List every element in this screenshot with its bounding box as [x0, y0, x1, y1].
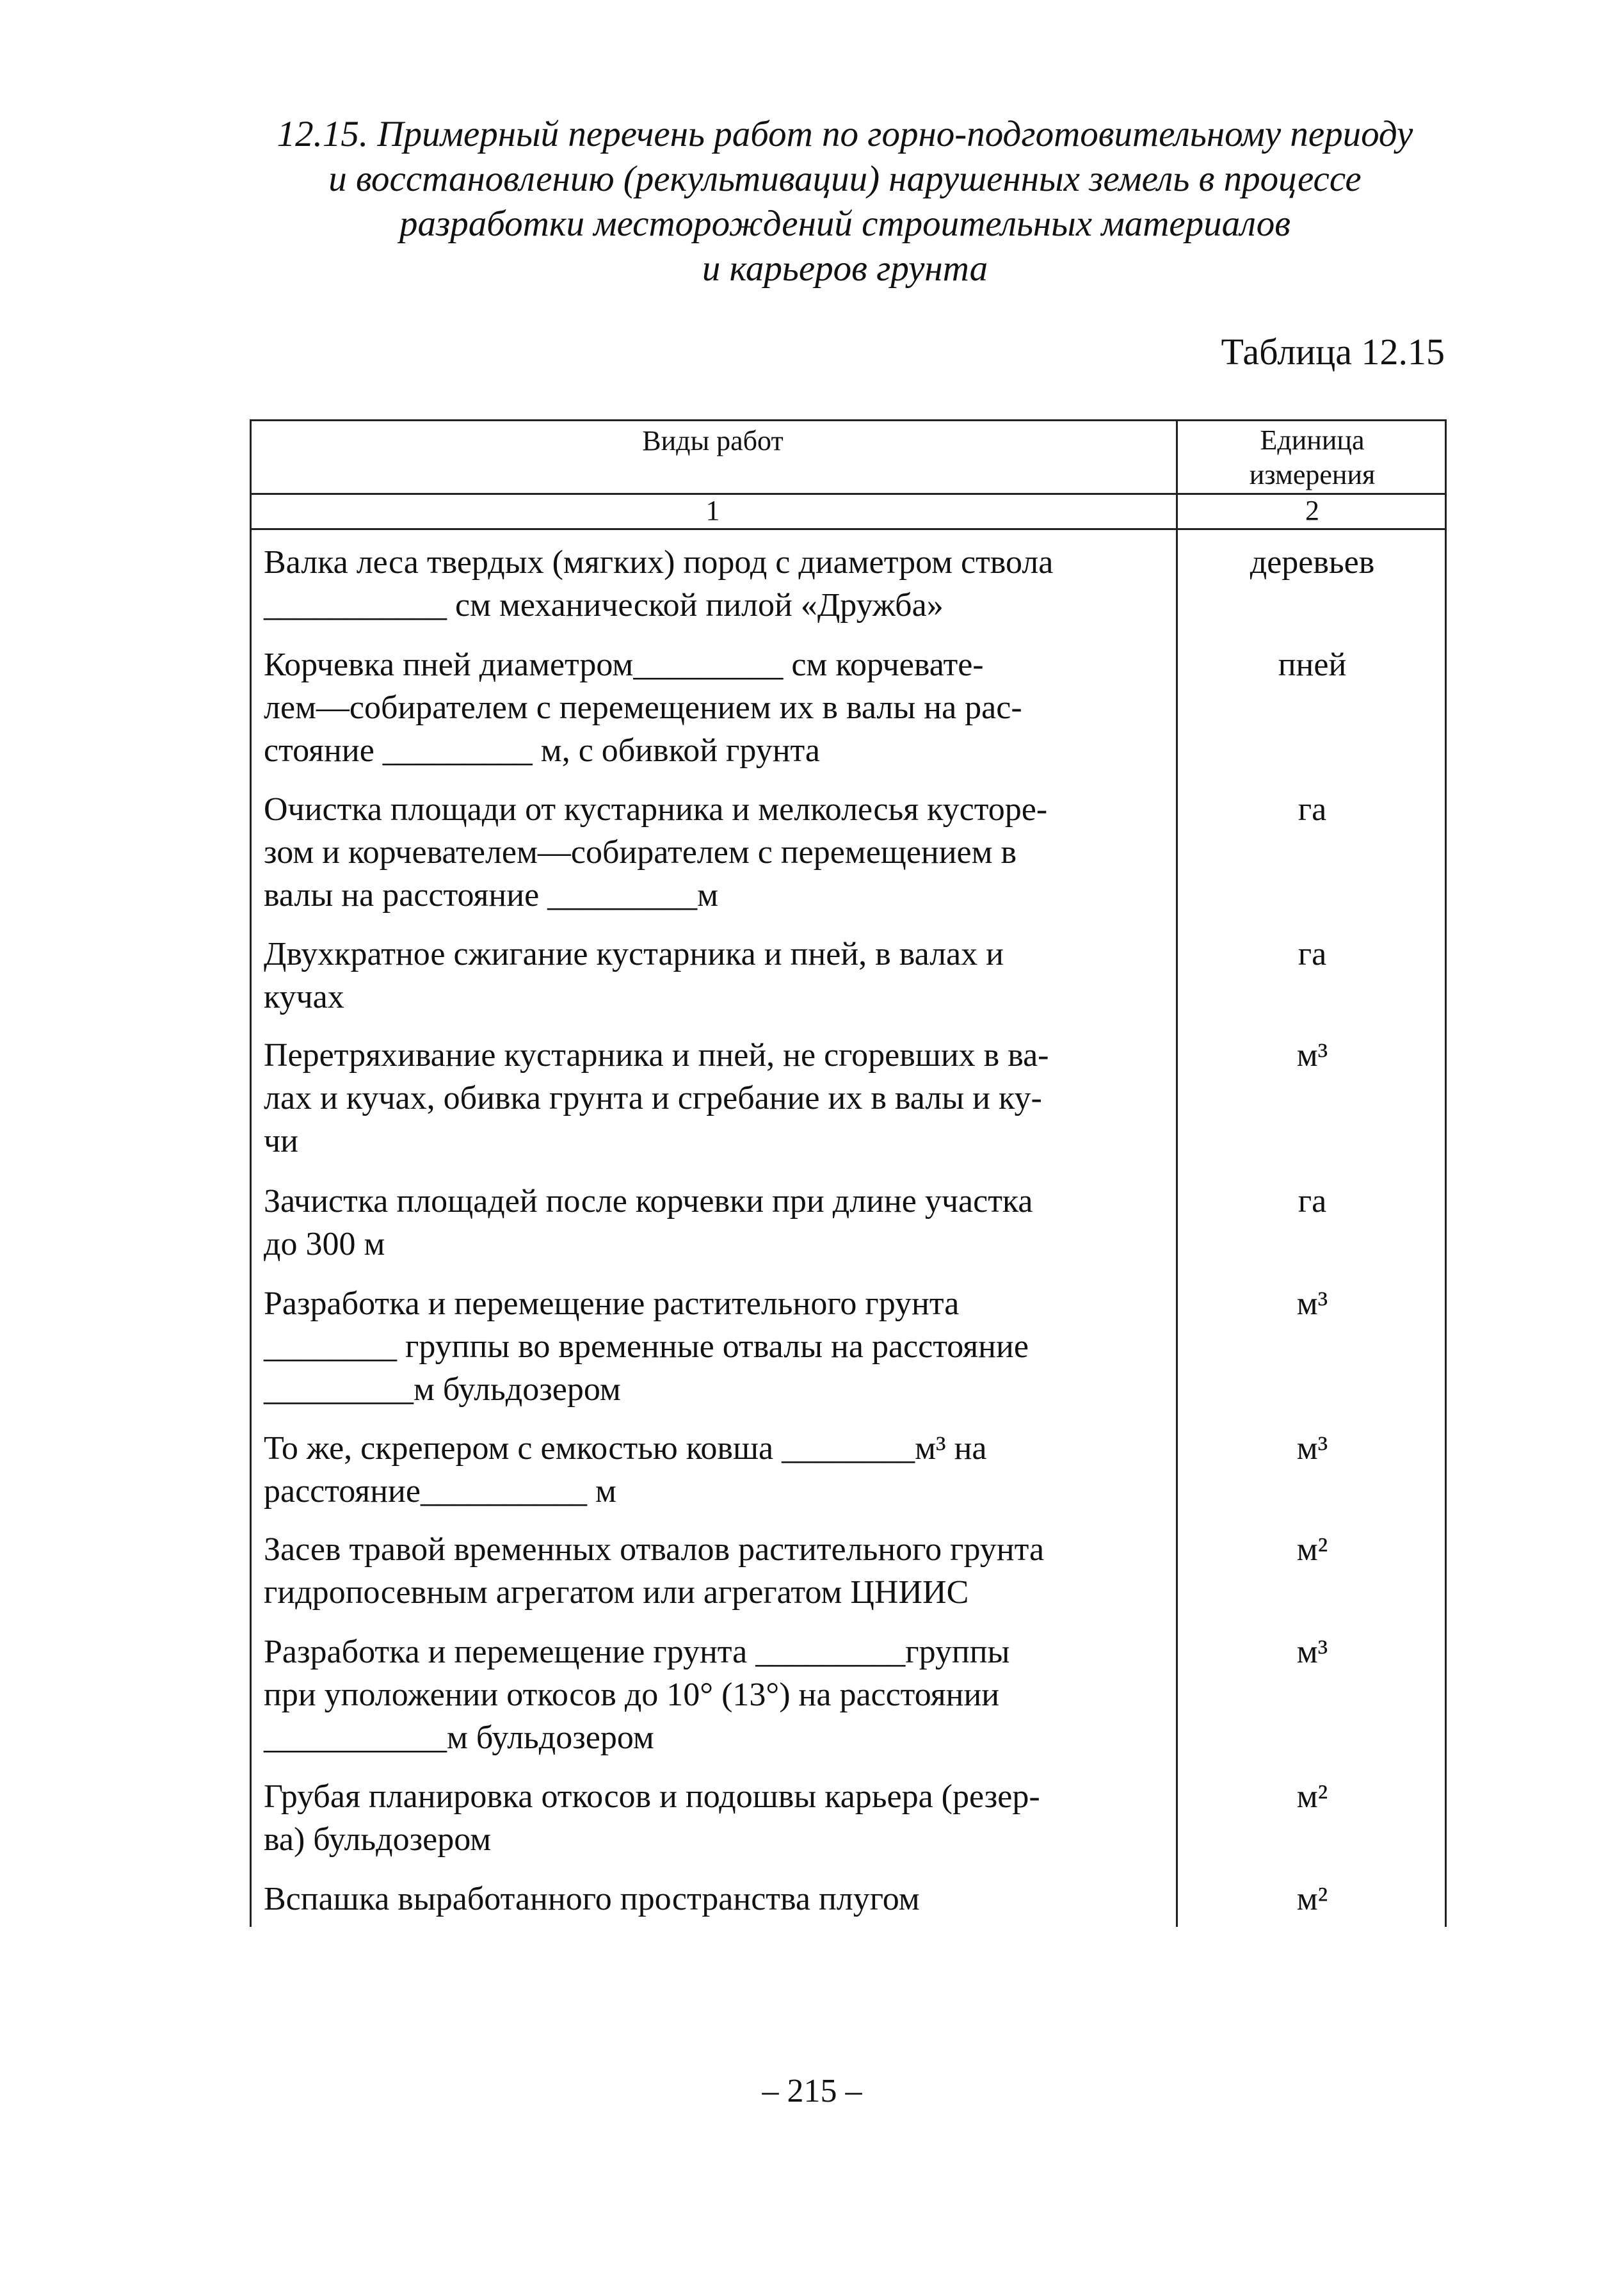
works-table [250, 419, 1447, 1927]
unit-of-measure: м³ [1296, 1634, 1328, 1670]
work-description: Засев травой временных отвалов растительного грунта гидропосевным агрегатом или агрегатом ЦНИИС [264, 1531, 1045, 1611]
unit-of-measure: га [1298, 936, 1327, 972]
column-number-2: 2 [1305, 495, 1319, 526]
work-description: Вспашка выработанного пространства плугом [264, 1881, 920, 1917]
table-top-border [250, 419, 1447, 421]
work-description: То же, скрепером с емкостью ковша ________м³ на расстояние__________ м [264, 1430, 987, 1509]
work-description: Зачистка площадей после корчевки при длине участка до 300 м [264, 1183, 1033, 1262]
column-number-1: 1 [705, 495, 720, 526]
work-description: Грубая планировка откосов и подошвы карьера (резер- ва) бульдозером [264, 1778, 1040, 1858]
table-row [250, 1630, 1447, 1775]
heading-line-1: 12.15. Примерный перечень работ по горно-подготовительному периоду [277, 114, 1413, 154]
table-row [250, 1528, 1447, 1630]
work-description: Двухкратное сжигание кустарника и пней, в валах и кучах [264, 936, 1004, 1015]
unit-of-measure: м² [1296, 1881, 1328, 1917]
table-row [250, 933, 1447, 1034]
unit-of-measure: га [1298, 1183, 1327, 1220]
heading-line-3: разработки месторождений строительных материалов [399, 204, 1290, 244]
work-description: Валка леса твердых (мягких) пород с диаметром ствола ___________ см механической пилой «Дружба» [264, 544, 1054, 624]
section-heading [250, 112, 1440, 291]
unit-of-measure: м³ [1296, 1285, 1328, 1322]
table-body [250, 541, 1447, 1935]
table-row [250, 1034, 1447, 1180]
page-number: – 215 – [762, 2073, 862, 2109]
header-work-types: Виды работ [642, 425, 784, 456]
table-row [250, 788, 1447, 933]
table-row [250, 1180, 1447, 1282]
work-description: Корчевка пней диаметром_________ см корчевате- лем—собирателем с перемещением их в валы на рас- стояние _________ м, с обивкой грунта [264, 647, 1022, 769]
unit-of-measure: пней [1278, 647, 1347, 683]
table-row [250, 643, 1447, 788]
table-row [250, 541, 1447, 643]
work-description: Разработка и перемещение растительного грунта ________ группы во временные отвалы на расстояние _________м бульдозером [264, 1285, 1029, 1408]
table-row [250, 1775, 1447, 1878]
unit-of-measure: га [1298, 791, 1327, 828]
work-description: Разработка и перемещение грунта _________группы при уположении откосов до 10° (13°) на расстоянии ___________м бульдозером [264, 1634, 1010, 1756]
unit-of-measure: м³ [1296, 1430, 1328, 1467]
unit-of-measure: деревьев [1250, 544, 1375, 581]
unit-of-measure: м² [1296, 1531, 1328, 1568]
table-row [250, 1878, 1447, 1935]
table-row [250, 1282, 1447, 1427]
table-label: Таблица 12.15 [1221, 331, 1445, 373]
heading-line-2: и восстановлению (рекультивации) нарушенных земель в процессе [328, 159, 1362, 199]
work-description: Перетряхивание кустарника и пней, не сгоревших в ва- лах и кучах, обивка грунта и сгребание их в валы и ку- чи [264, 1037, 1049, 1159]
table-row [250, 1427, 1447, 1528]
heading-line-4: и карьеров грунта [702, 248, 988, 289]
header-unit: Единица измерения [1249, 424, 1376, 490]
work-description: Очистка площади от кустарника и мелколесья кусторе- зом и корчевателем—собирателем с перемещением в валы на расстояние _________м [264, 791, 1048, 914]
unit-of-measure: м³ [1296, 1037, 1328, 1074]
unit-of-measure: м² [1296, 1778, 1328, 1815]
